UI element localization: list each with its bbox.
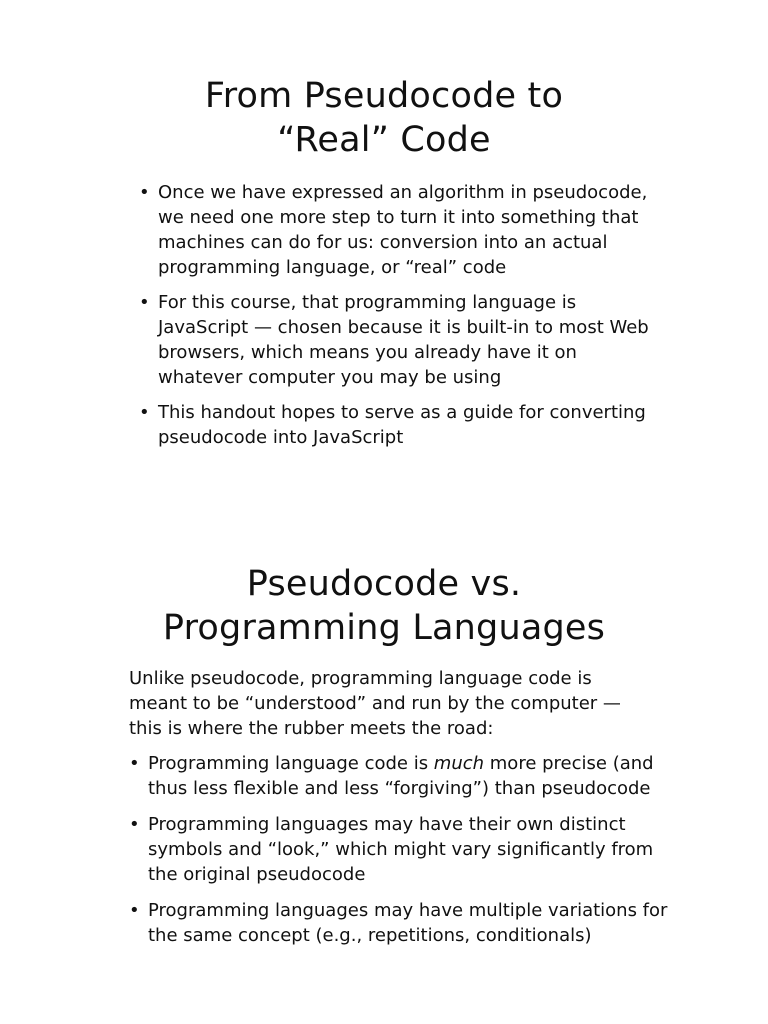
slide-pseudocode-vs-programming-languages <box>0 562 768 959</box>
intro-paragraph: Unlike pseudocode, programming language code is meant to be “understood” and run by the computer — this is where the rubber meets the road: <box>129 668 621 739</box>
bullet-item: • Programming languages may have multiple variations for the same concept (e.g., repetitions, conditionals) <box>148 898 668 948</box>
slide-title-line-2: “Real” Code <box>277 120 491 160</box>
slide-title <box>0 562 768 650</box>
bullet-item: • Programming languages may have their own distinct symbols and “look,” which might vary significantly from the original pseudocode <box>148 812 668 887</box>
bullet-text: more precise (and thus less flexible and less “forgiving”) than pseudocode <box>148 753 654 799</box>
bullet-item: • Once we have expressed an algorithm in pseudocode, we need one more step to turn it into something that machines can do for us: conversion into an actual programming language, or “real” code <box>158 180 658 280</box>
slide-title-line-2: Programming Languages <box>162 608 606 648</box>
bullet-text: Programming language code is <box>148 753 434 774</box>
slide-title <box>0 74 768 162</box>
slide-title-line-1: Pseudocode vs. <box>246 564 522 604</box>
emphasis-text: much <box>433 753 485 774</box>
bullet-list <box>158 180 658 450</box>
bullet-list <box>148 751 668 948</box>
slide-title-line-1: From Pseudocode to <box>204 76 564 116</box>
slide-from-pseudocode-to-real-code <box>0 74 768 460</box>
bullet-item <box>148 751 668 801</box>
bullet-item: • This handout hopes to serve as a guide for converting pseudocode into JavaScript <box>158 400 658 450</box>
bullet-item: • For this course, that programming language is JavaScript — chosen because it is built-in to most Web browsers, which means you already have it on whatever computer you may be using <box>158 290 658 390</box>
